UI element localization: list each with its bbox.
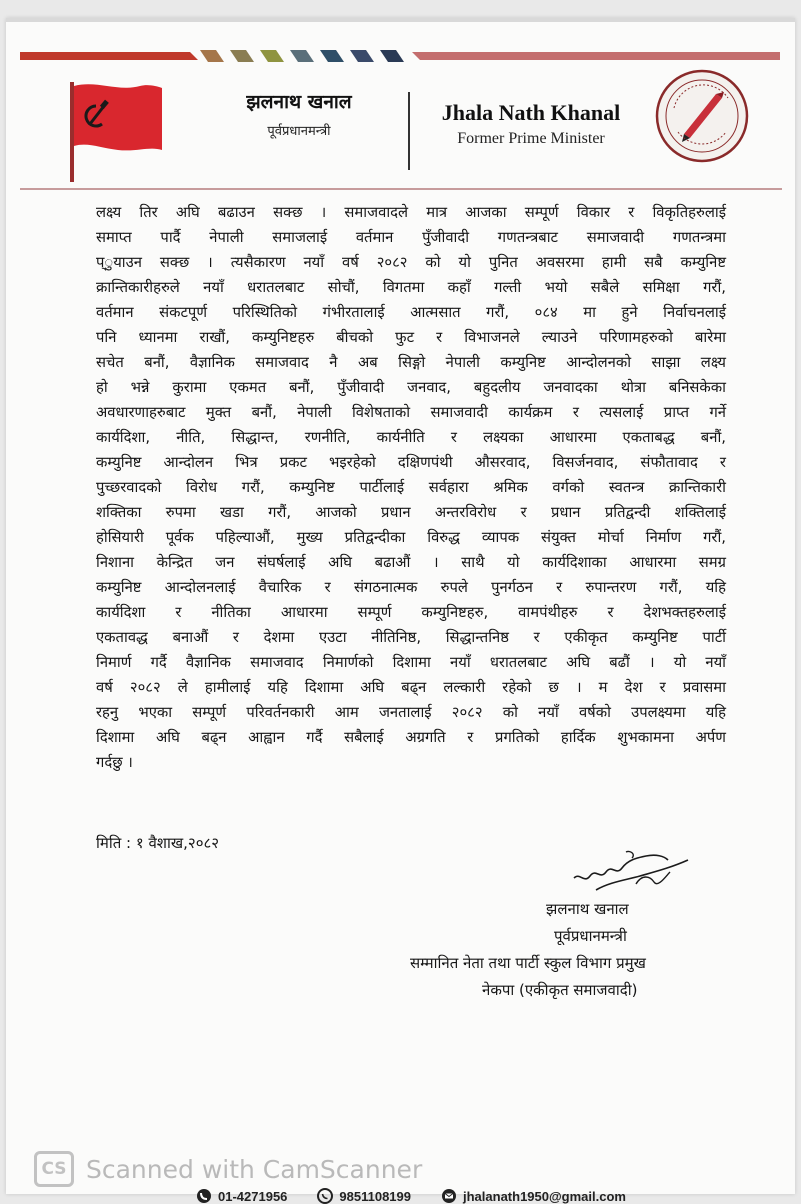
body-line: रहनु भएका सम्पूर्ण परिवर्तनकारी आम जनतालाई २०८२ को नयाँ वर्षको उपलक्ष्यमा यहि [96,704,726,721]
body-line: वर्ष २०८२ ले हामीलाई यहि दिशामा अघि बढ्न लल्कारी रहेको छ । म देश र प्रवासमा [96,679,726,696]
body-line: निमार्ण गर्दै वैज्ञानिक समाजवाद निमार्णको दिशामा नयाँ धरातलबाट अघि बढौं । यो नयाँ [96,654,726,671]
signature-block [396,896,726,1004]
body-line: हो भन्ने कुरामा एकमत बनौं, पुँजीवादी जनवाद, बहुदलीय जनवादका थोत्रा बनिसकेका [96,379,726,396]
camscanner-logo-icon: CS [34,1151,74,1187]
header-rule [20,188,782,190]
title-english: Former Prime Minister [457,130,605,147]
signatory-party: नेकपा (एकीकृत समाजवादी) [482,981,638,999]
email-address: jhalanath1950@gmail.com [463,1188,626,1204]
signatory-title: पूर्वप्रधानमन्त्री [554,927,627,945]
email-contact [441,1188,626,1204]
party-flag-icon [62,76,166,184]
body-line: होसियारी पूर्वक पहिल्याऔं, मुख्य प्रतिद्वन्दीका विरुद्ध व्यापक संयुक्त मोर्चा निर्माण गरौं, [96,529,726,546]
body-line: निशाना केन्द्रित जन संघर्षलाई अघि बढाऔं । साथै यो कार्यदिशाका आधारमा समग्र [96,554,726,571]
title-nepali: पूर्वप्रधानमन्त्री [267,124,331,139]
name-english: Jhala Nath Khanal [441,100,621,125]
date-line: मिति : १ वैशाख,२०८२ [96,834,220,852]
body-line: सचेत बनौं, वैज्ञानिक समाजवाद नै अब सिङ्गो नेपाली कम्युनिष्ट आन्दोलनको साझा लक्ष्य [96,354,726,371]
body-line: लक्ष्य तिर अघि बढाउन सक्छ । समाजवादले मात्र आजका सम्पूर्ण विकार र विकृतिहरुलाई [96,204,726,221]
watermark-text: Scanned with CamScanner [86,1154,423,1184]
phone-number: 01-4271956 [218,1188,288,1204]
body-line: पनि ध्यानमा राखौं, कम्युनिष्टहरु बीचको फुट र विभाजनले ल्याउने परिणामहरुको बारेमा [96,329,726,346]
phone-icon [196,1188,212,1204]
handwritten-signature [566,846,696,898]
body-line: पुच्छरवादको विरोध गरौं, कम्युनिष्ट पार्टीलाई सर्वहारा श्रमिक वर्गको स्वतन्त्र क्रान्तिकारी [96,479,726,496]
body-line: कार्यदिशा, नीति, सिद्धान्त, रणनीति, कार्यनीति र लक्ष्यका आधारमा एकताबद्ध बनौं, [96,429,726,446]
body-line: कार्यदिशा र नीतिका आधारमा सम्पूर्ण कम्युनिष्टहरु, वामपंथीहरु र देशभक्तहरुलाई [96,604,726,621]
letter-body [96,200,726,775]
body-line: एकतावद्ध बनाऔं र देशमा एउटा नीतिनिष्ठ, सिद्धान्तनिष्ठ र एकीकृत कम्युनिष्ट पार्टी [96,629,726,646]
seal-logo-icon [654,68,750,164]
body-line: कम्युनिष्ट आन्दोलनलाई वैचारिक र संगठनात्मक रुपले पुनर्गठन र रुपान्तरण गरौं, यहि [96,579,726,596]
name-nepali: झलनाथ खनाल [246,91,352,113]
body-line: वर्तमान संकटपूर्ण परिस्थितिको गंभीरतालाई आत्मसात गरौं, ०८४ मा हुने निर्वाचनलाई [96,304,726,321]
letter-page [6,18,795,1204]
header-divider [408,92,410,170]
body-line: प्ुयाउन सक्छ । त्यसैकारण नयाँ वर्ष २०८२ को यो पुनित अवसरमा हामी सबै कम्युनिष्ट [96,254,726,271]
signatory-role: सम्मानित नेता तथा पार्टी स्कुल विभाग प्रमुख [410,954,646,972]
email-icon [441,1188,457,1204]
camscanner-watermark [34,1151,422,1187]
phone-contact [196,1188,287,1204]
body-line: दिशामा अघि बढ्न आह्वान गर्दै सबैलाई अग्रगति र प्रगतिको हार्दिक शुभकामना अर्पण [96,729,726,746]
whatsapp-icon [317,1188,333,1204]
body-line: शक्तिका रुपमा खडा गरौं, आजको प्रधान अन्तरविरोध र प्रधान प्रतिद्वन्दी शक्तिलाई [96,504,726,521]
body-line: गर्दछु । [96,754,133,771]
body-line: अवधारणाहरुबाट मुक्त बनौं, नेपाली विशेषताको समाजवादी कार्यक्रम र त्यसलाई प्राप्त गर्ने [96,404,726,421]
contact-footer [196,1188,626,1204]
color-band [20,48,780,64]
body-line: कम्युनिष्ट आन्दोलन भित्र प्रकट भइरहेको दक्षिणपंथी औसरवाद, विसर्जनवाद, संफौतावाद र [96,454,726,471]
whatsapp-number: 9851108199 [339,1188,411,1204]
body-line: समाप्त पार्दै नेपाली समाजलाई वर्तमान पुँजीवादी गणतन्त्रबाट समाजवादी गणतन्त्रमा [96,229,726,246]
whatsapp-contact [317,1188,411,1204]
body-line: क्रान्तिकारीहरुले नयाँ धरातलबाट सोचौं, विगतमा कहाँ गल्ती भयो सबैले समिक्षा गरौं, [96,279,726,296]
top-strip [6,18,795,22]
signatory-name: झलनाथ खनाल [546,900,629,918]
